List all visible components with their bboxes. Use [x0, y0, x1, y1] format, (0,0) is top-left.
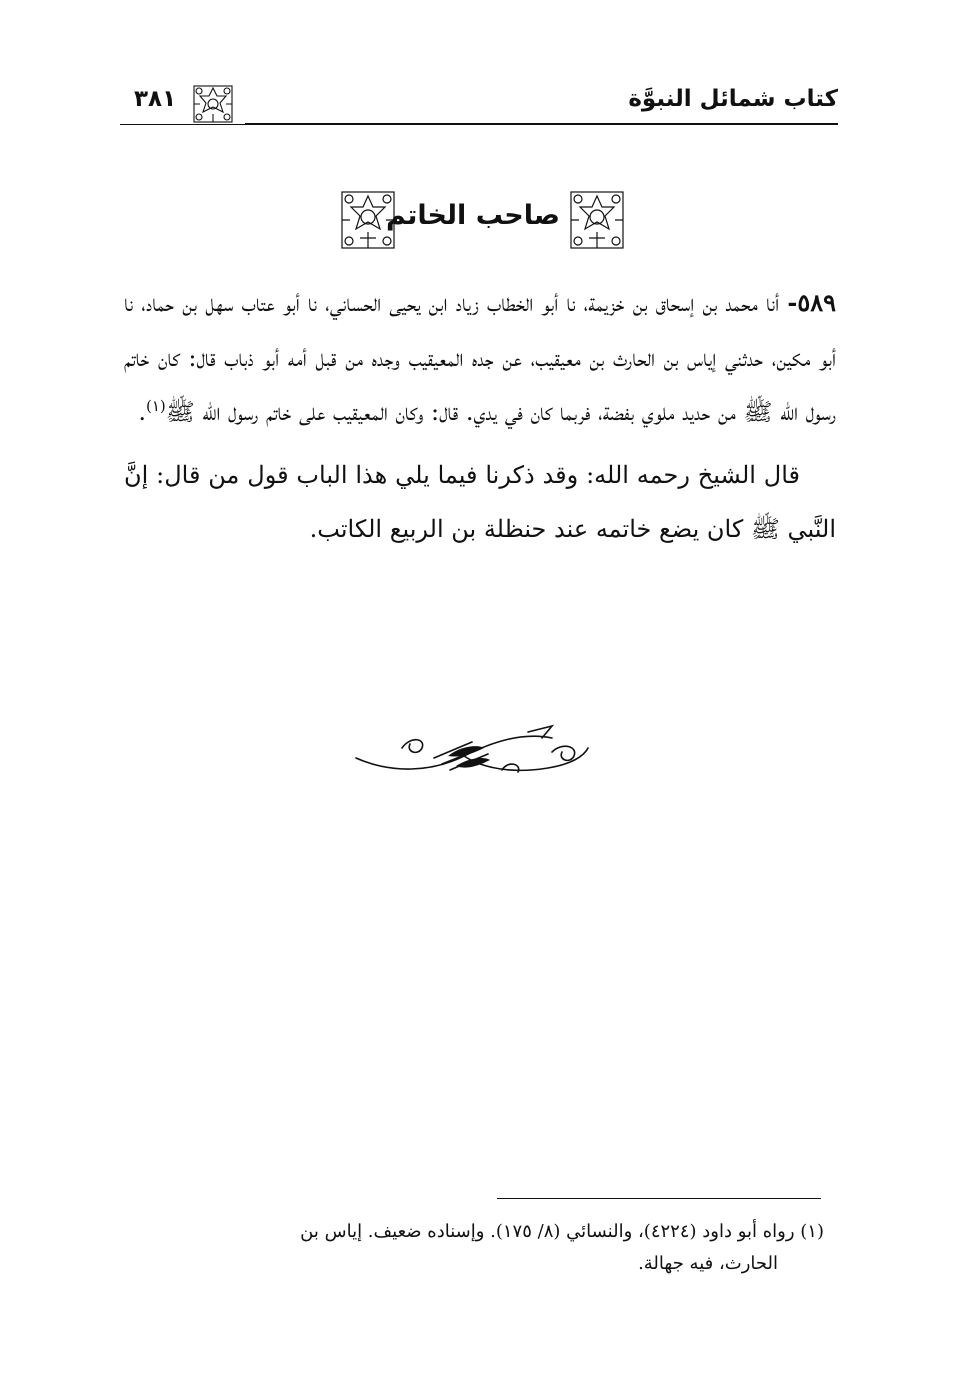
- star-lattice-icon: [192, 84, 234, 124]
- section-title: صاحب الخاتم: [386, 200, 560, 231]
- main-text: [124, 276, 836, 557]
- commentary-paragraph: قال الشيخ رحمه الله: وقد ذكرنا فيما يلي هذا الباب قول من قال: إنَّ النَّبي ﷺ كان يضع خاتمه عند حنظلة بن الربيع الكاتب.: [124, 460, 836, 543]
- section-heading: [340, 190, 625, 252]
- footnote-reference: (١): [146, 397, 166, 415]
- page-header: [120, 78, 838, 126]
- footnote-line: (١) رواه أبو داود (٤٢٢٤)، والنسائي (٨/ ١٧٥). وإسناده ضعيف. إياس بن: [300, 1221, 824, 1242]
- page-number-group: [120, 84, 245, 124]
- hadith-end: .: [138, 398, 146, 426]
- star-lattice-icon: [569, 190, 625, 250]
- footnote: [112, 1216, 824, 1280]
- page-number: ٣٨١: [134, 86, 177, 112]
- hadith-number: ٥٨٩-: [787, 288, 836, 317]
- footnote-line: الحارث، فيه جهالة.: [638, 1253, 778, 1274]
- hadith-paragraph: [124, 276, 836, 440]
- floral-divider-icon: [352, 712, 597, 784]
- hadith-text: أنا محمد بن إسحاق بن خزيمة، نا أبو الخطاب زياد ابن يحيى الحساني، نا أبو عتاب سهل بن حماد، نا أبو مكين، حدثني إياس بن الحارث بن معيقيب، عن جده المعيقيب وجده من قبل أمه أبو ذباب قال: كان خاتم رسول الله ﷺ من حديد ملوي بفضة، فربما كان في يدي. قال: وكان المعيقيب على خاتم رسول الله ﷺ: [124, 289, 836, 426]
- footnote-rule: [497, 1198, 821, 1199]
- book-title: كتاب شمائل النبوَّة: [628, 86, 838, 112]
